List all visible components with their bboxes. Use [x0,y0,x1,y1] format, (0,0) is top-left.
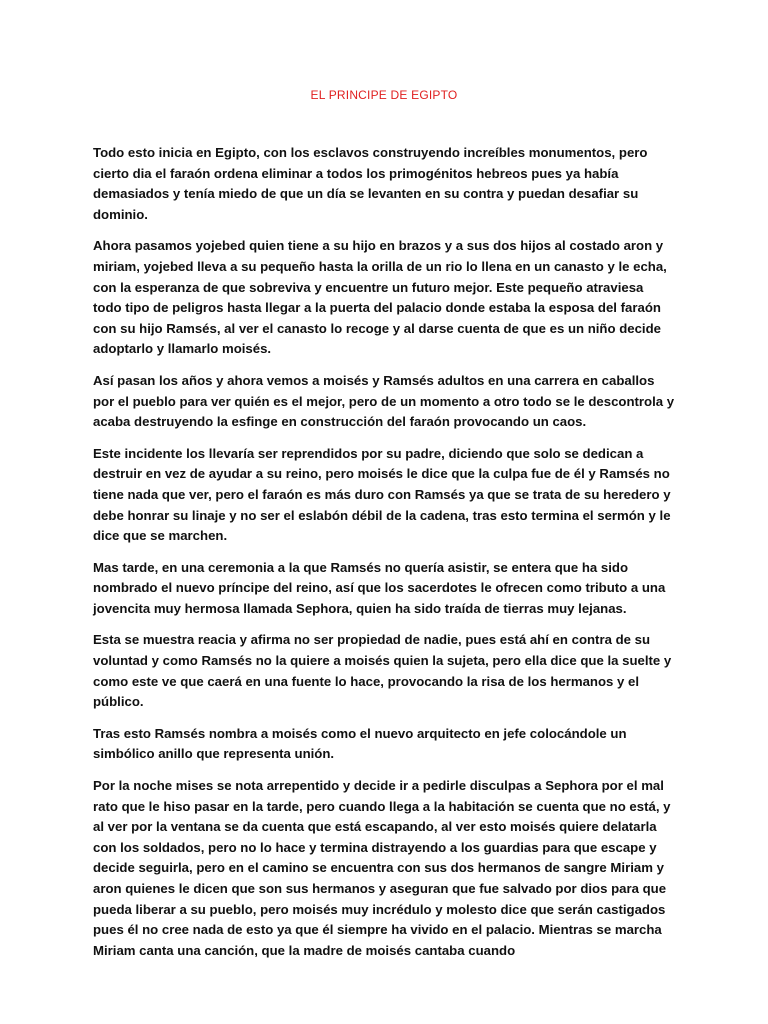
paragraph-4: Este incidente los llevaría ser reprendidos por su padre, diciendo que solo se dedican a destruir en vez de ayudar a su reino, pero moisés le dice que la culpa fue de él y Ramsés no tiene nada que ver, pero el faraón es más duro con Ramsés ya que se trata de su heredero y debe honrar su linaje y no ser el eslabón débil de la cadena, tras esto termina el sermón y le dice que se marchen. [93,445,671,544]
paragraph-1: Todo esto inicia en Egipto, con los esclavos construyendo increíbles monumentos, pero cierto dia el faraón ordena eliminar a todos los primogénitos hebreos pues ya había demasiados y tenía miedo de que un día se levanten en su contra y puedan desafiar su dominio. [93,145,648,222]
document-title: EL PRINCIPE DE EGIPTO [310,88,458,102]
paragraph-6: Esta se muestra reacia y afirma no ser propiedad de nadie, pues está ahí en contra de su voluntad y como Ramsés no la quiere a moisés quien la sujeta, pero ella dice que la suelte y como este ve que caerá en una fuente lo hace, provocando la risa de los hermanos y el público. [93,632,672,710]
paragraph-2: Ahora pasamos yojebed quien tiene a su hijo en brazos y a sus dos hijos al costado aron y miriam, yojebed lleva a su pequeño hasta la orilla de un rio lo llena en un canasto y le echa, con la esperanza de que sobreviva y encuentre un futuro mejor. Este pequeño atraviesa todo tipo de peligros hasta llegar a la puerta del palacio donde estaba la esposa del faraón con su hijo Ramsés, al ver el canasto lo recoge y al darse cuenta de que es un niño decide adoptarlo y llamarlo moisés. [93,238,667,357]
paragraph-3: Así pasan los años y ahora vemos a moisés y Ramsés adultos en una carrera en caballos por el pueblo para ver quién es el mejor, pero de un momento a otro todo se le descontrola y acaba destruyendo la esfinge en construcción del faraón provocando un caos. [93,372,675,430]
document-body [93,143,675,972]
paragraph-7: Tras esto Ramsés nombra a moisés como el nuevo arquitecto en jefe colocándole un simbólico anillo que representa unión. [93,725,627,762]
paragraph-5: Mas tarde, en una ceremonia a la que Ramsés no quería asistir, se entera que ha sido nombrado el nuevo príncipe del reino, así que los sacerdotes le ofrecen como tributo a una jovencita muy hermosa llamada Sephora, quien ha sido traída de tierras muy lejanas. [93,559,666,616]
paragraph-8: Por la noche mises se nota arrepentido y decide ir a pedirle disculpas a Sephora por el mal rato que le hiso pasar en la tarde, pero cuando llega a la habitación se cuenta que no está, y al ver por la ventana se da cuenta que está escapando, al ver esto moisés quiere delatarla con los soldados, pero no lo hace y termina distrayendo a los guardias para que escape y decide seguirla, pero en el camino se encuentra con sus dos hermanos de sangre Miriam y aron quienes le dicen que son sus hermanos y aseguran que fue salvado por dios para que pueda liberar a su pueblo, pero moisés muy incrédulo y molesto dice que serán castigados pues él no cree nada de esto ya que él siempre ha vivido en el palacio. Mientras se marcha Miriam canta una canción, que la madre de moisés cantaba cuando [93,778,671,958]
